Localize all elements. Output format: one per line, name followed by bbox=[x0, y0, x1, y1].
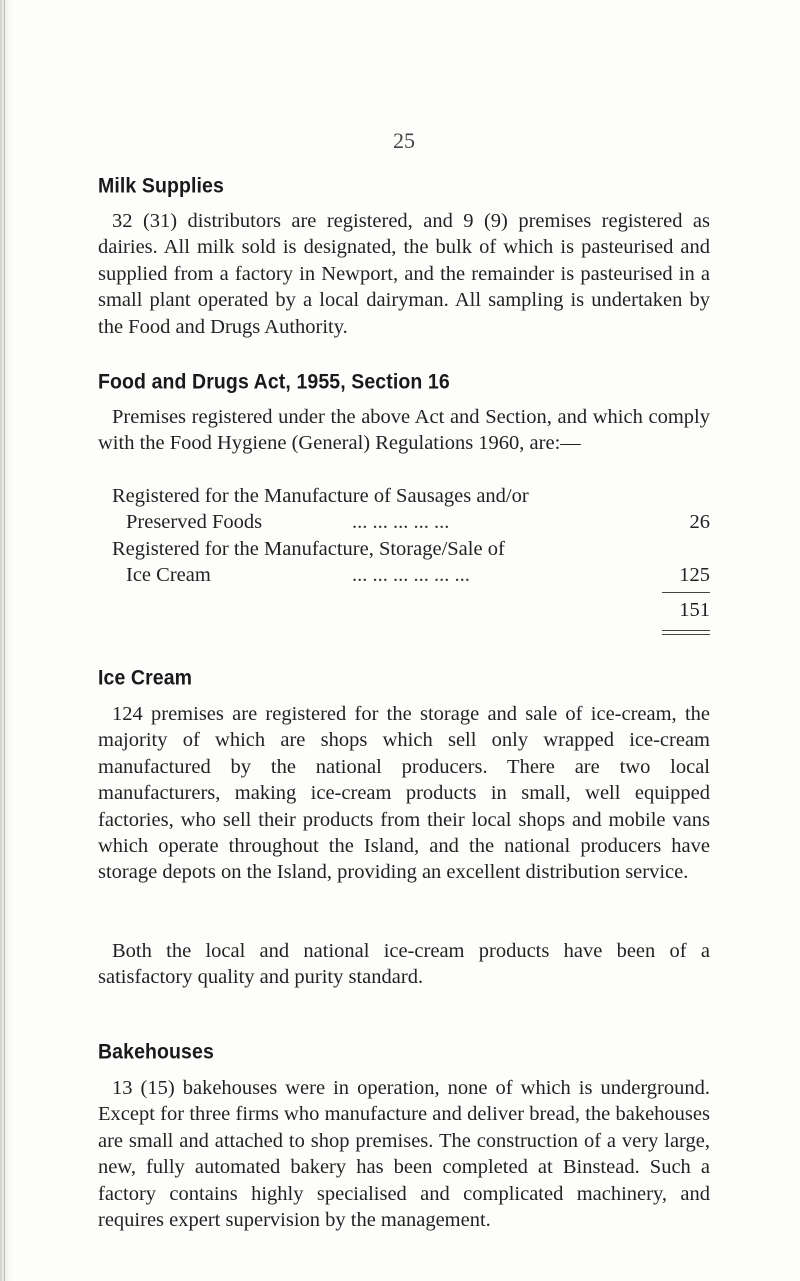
registration-item-ice-cream-cont bbox=[98, 562, 710, 588]
leader-dots: ... ... ... ... ... ... bbox=[352, 564, 470, 587]
food-drugs-heading: Food and Drugs Act, 1955, Section 16 bbox=[98, 370, 450, 394]
registration-total: 151 bbox=[679, 599, 710, 621]
registration-list bbox=[98, 483, 710, 589]
registration-item-sausages-cont bbox=[98, 509, 710, 535]
milk-supplies-heading: Milk Supplies bbox=[98, 174, 224, 198]
bakehouses-heading: Bakehouses bbox=[98, 1040, 214, 1064]
registration-item-label: Ice Cream bbox=[126, 564, 211, 587]
registration-item-sausages bbox=[98, 483, 710, 509]
ice-cream-paragraph-1 bbox=[98, 701, 710, 886]
bakehouses-paragraph bbox=[98, 1075, 710, 1233]
registration-item-ice-cream bbox=[98, 536, 710, 562]
food-drugs-intro-text: Premises registered under the above Act and Section, and which comply with the Food Hygiene (General) Regulations 1960, are:— bbox=[98, 406, 710, 455]
page-number: 25 bbox=[393, 128, 415, 153]
ice-cream-heading: Ice Cream bbox=[98, 666, 193, 690]
registration-item-label: Registered for the Manufacture, Storage/Sale of bbox=[112, 537, 505, 560]
registration-item-count: 26 bbox=[689, 511, 710, 534]
ice-cream-text-2: Both the local and national ice-cream products have been of a satisfactory quality and purity standard. bbox=[98, 940, 710, 989]
total-double-rule bbox=[662, 630, 710, 635]
total-rule bbox=[662, 592, 710, 593]
page-binding-edge bbox=[0, 0, 14, 1281]
ice-cream-paragraph-2 bbox=[98, 938, 710, 991]
registration-item-count: 125 bbox=[679, 564, 710, 587]
milk-supplies-text: 32 (31) distributors are registered, and 9 (9) premises registered as dairies. All milk sold is designated, the bulk of which is pasteurised and supplied from a factory in Newport, and the remainder is pasteurised in a small plant operated by a local dairyman. All sampling is undertaken by the Food and Drugs Authority. bbox=[98, 210, 710, 338]
food-drugs-intro bbox=[98, 404, 710, 457]
leader-dots: ... ... ... ... ... bbox=[352, 511, 450, 534]
registration-item-label: Registered for the Manufacture of Sausages and/or bbox=[112, 485, 529, 507]
milk-supplies-paragraph bbox=[98, 208, 710, 340]
bakehouses-text: 13 (15) bakehouses were in operation, none of which is underground. Except for three firms who manufacture and deliver bread, the bakehouses are small and attached to shop premises. The construction of a very large, new, fully automated bakery has been completed at Binstead. Such a factory contains highly specialised and complicated machinery, and requires expert supervision by the management. bbox=[98, 1077, 710, 1232]
ice-cream-text-1: 124 premises are registered for the storage and sale of ice-cream, the majority of which are shops which sell only wrapped ice-cream manufactured by the national producers. There are two local manufacturers, making ice-cream products in small, well equipped factories, who sell their products from their local shops and mobile vans which operate throughout the Island, and the national producers have storage depots on the Island, providing an excellent distribution service. bbox=[98, 703, 710, 884]
registration-item-label: Preserved Foods bbox=[126, 511, 263, 534]
